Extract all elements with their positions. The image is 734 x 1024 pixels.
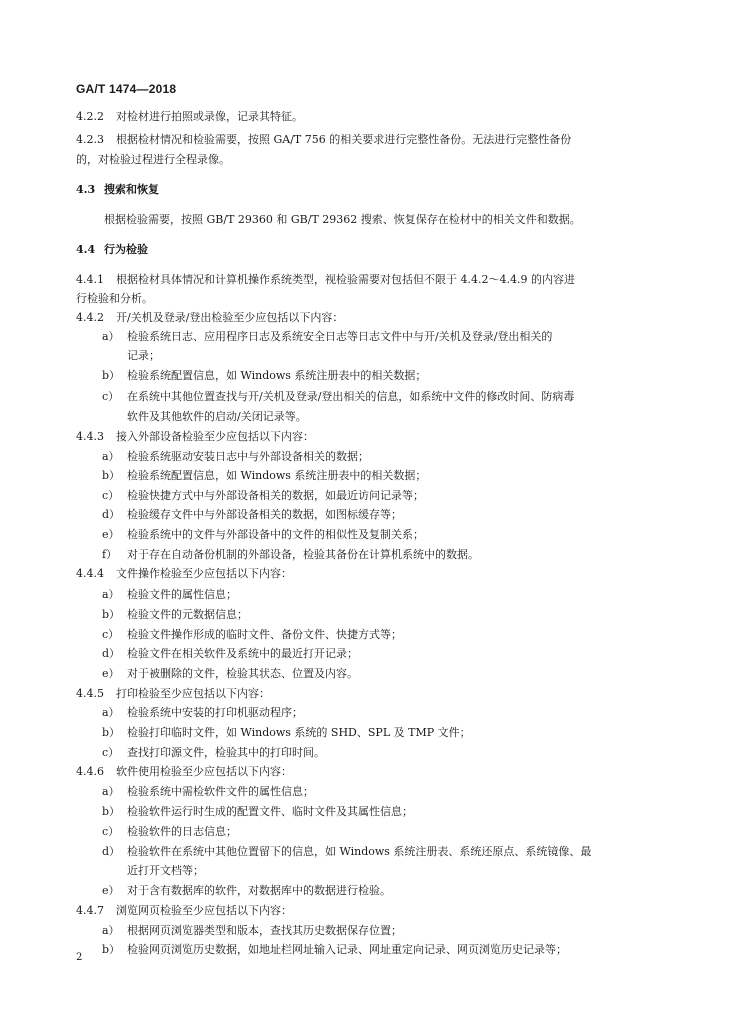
list-label: d） — [102, 845, 121, 858]
list-label: c） — [102, 746, 120, 759]
list-item — [102, 943, 567, 957]
clause-number: 4.4.3 — [76, 430, 104, 443]
list-item — [102, 508, 402, 522]
list-label: a） — [102, 588, 120, 601]
list-item — [102, 647, 358, 661]
list-text: 检验文件操作形成的临时文件、备份文件、快捷方式等； — [127, 628, 402, 641]
list-text: 检验软件的日志信息； — [127, 825, 237, 838]
list-text: 检验软件在系统中其他位置留下的信息，如 Windows 系统注册表、系统还原点、系统镜像、最 — [127, 845, 592, 858]
list-item — [102, 390, 574, 404]
list-label: c） — [102, 628, 120, 641]
clause-number: 4.4.2 — [76, 311, 104, 324]
list-item — [102, 785, 314, 799]
list-text: 检验系统中需检软件文件的属性信息； — [127, 785, 314, 798]
list-label: b） — [102, 608, 121, 621]
clause-text: 对检材进行拍照或录像，记录其特征。 — [116, 110, 303, 123]
list-item — [102, 628, 402, 642]
section-number: 4.3 — [76, 183, 96, 196]
section-title: 搜索和恢复 — [104, 183, 159, 196]
list-text: 检验文件的属性信息； — [127, 588, 237, 601]
list-label: c） — [102, 825, 120, 838]
clause-text: 接入外部设备检验至少应包括以下内容： — [116, 430, 314, 443]
section-heading — [76, 243, 148, 257]
list-text: 检验文件在相关软件及系统中的最近打开记录； — [127, 647, 358, 660]
clause-text: 文件操作检验至少应包括以下内容： — [116, 567, 292, 580]
list-text: 查找打印源文件，检验其中的打印时间。 — [127, 746, 325, 759]
list-item — [102, 528, 424, 542]
list-item — [102, 548, 479, 562]
clause-text: 开/关机及登录/登出检验至少应包括以下内容： — [116, 311, 344, 324]
list-label: d） — [102, 647, 121, 660]
list-item — [102, 608, 248, 622]
clause-number: 4.2.3 — [76, 133, 104, 146]
list-text: 检验缓存文件中与外部设备相关的数据，如图标缓存等； — [127, 508, 402, 521]
list-item — [102, 330, 552, 344]
list-continuation: 记录； — [127, 349, 160, 362]
list-item — [102, 369, 426, 383]
list-label: a） — [102, 924, 120, 937]
clause-line — [76, 567, 292, 581]
list-text: 根据网页浏览器类型和版本，查找其历史数据保存位置； — [127, 924, 402, 937]
clause-line — [76, 133, 571, 147]
list-label: e） — [102, 667, 120, 680]
list-item — [102, 450, 369, 464]
list-label: f） — [102, 548, 118, 561]
section-heading — [76, 183, 159, 197]
list-label: b） — [102, 805, 121, 818]
list-label: a） — [102, 450, 120, 463]
list-text: 检验系统配置信息，如 Windows 系统注册表中的相关数据； — [127, 369, 427, 382]
clause-line — [76, 687, 270, 701]
list-label: b） — [102, 369, 121, 382]
clause-number: 4.4.6 — [76, 765, 104, 778]
clause-number: 4.2.2 — [76, 110, 104, 123]
list-label: a） — [102, 706, 120, 719]
list-item — [102, 706, 303, 720]
clause-line — [76, 904, 292, 918]
clause-number: 4.4.1 — [76, 273, 104, 286]
clause-number: 4.4.7 — [76, 904, 104, 917]
clause-text: 软件使用检验至少应包括以下内容： — [116, 765, 292, 778]
list-item — [102, 489, 424, 503]
list-text: 检验网页浏览历史数据，如地址栏网址输入记录、网址重定向记录、网页浏览历史记录等； — [127, 943, 567, 956]
list-text: 在系统中其他位置查找与开/关机及登录/登出相关的信息，如系统中文件的修改时间、防病毒 — [127, 390, 575, 403]
list-label: c） — [102, 489, 120, 502]
clause-text: 浏览网页检验至少应包括以下内容： — [116, 904, 292, 917]
list-label: c） — [102, 390, 120, 403]
list-text: 检验系统驱动安装日志中与外部设备相关的数据； — [127, 450, 369, 463]
list-item — [102, 884, 391, 898]
list-continuation: 近打开文档等； — [127, 864, 204, 877]
clause-text: 打印检验至少应包括以下内容： — [116, 687, 270, 700]
clause-number: 4.4.4 — [76, 567, 104, 580]
list-item — [102, 805, 413, 819]
list-text: 检验软件运行时生成的配置文件、临时文件及其属性信息； — [127, 805, 413, 818]
clause-line — [76, 110, 303, 124]
section-number: 4.4 — [76, 243, 96, 256]
list-text: 检验系统中的文件与外部设备中的文件的相似性及复制关系； — [127, 528, 424, 541]
list-text: 对于含有数据库的软件，对数据库中的数据进行检验。 — [127, 884, 391, 897]
clause-line — [76, 765, 292, 779]
clause-line — [76, 273, 575, 287]
section-title: 行为检验 — [104, 243, 148, 256]
list-text: 检验文件的元数据信息； — [127, 608, 248, 621]
list-label: a） — [102, 330, 120, 343]
list-item — [102, 667, 358, 681]
list-label: a） — [102, 785, 120, 798]
paragraph: 根据检验需要，按照 GB/T 29360 和 GB/T 29362 搜索、恢复保存在检材中的相关文件和数据。 — [104, 213, 581, 226]
list-text: 检验系统日志、应用程序日志及系统安全日志等日志文件中与开/关机及登录/登出相关的 — [127, 330, 553, 343]
paragraph-continuation: 的，对检验过程进行全程录像。 — [76, 153, 230, 166]
list-label: e） — [102, 884, 120, 897]
list-item — [102, 469, 426, 483]
list-item — [102, 924, 402, 938]
list-item — [102, 845, 591, 859]
list-text: 对于被删除的文件，检验其状态、位置及内容。 — [127, 667, 358, 680]
list-label: b） — [102, 469, 121, 482]
list-text: 检验打印临时文件，如 Windows 系统的 SHD、SPL 及 TMP 文件； — [127, 726, 471, 739]
page-number: 2 — [76, 952, 83, 963]
list-continuation: 软件及其他软件的启动/关闭记录等。 — [127, 410, 307, 423]
list-item — [102, 726, 471, 740]
standard-header: GA/T 1474—2018 — [76, 82, 177, 96]
list-label: d） — [102, 508, 121, 521]
list-item — [102, 825, 237, 839]
clause-number: 4.4.5 — [76, 687, 104, 700]
clause-text: 根据检材具体情况和计算机操作系统类型，视检验需要对包括但不限于 4.4.2～4.4.9 的内容进 — [116, 273, 575, 286]
clause-line — [76, 311, 343, 325]
clause-text: 根据检材情况和检验需要，按照 GA/T 756 的相关要求进行完整性备份。无法进行完整性备份 — [116, 133, 572, 146]
list-text: 对于存在自动备份机制的外部设备，检验其备份在计算机系统中的数据。 — [127, 548, 479, 561]
list-item — [102, 746, 325, 760]
list-label: b） — [102, 726, 121, 739]
list-text: 检验快捷方式中与外部设备相关的数据，如最近访问记录等； — [127, 489, 424, 502]
list-label: e） — [102, 528, 120, 541]
clause-line — [76, 430, 314, 444]
list-text: 检验系统配置信息，如 Windows 系统注册表中的相关数据； — [127, 469, 427, 482]
paragraph-continuation: 行检验和分析。 — [76, 292, 153, 305]
list-item — [102, 588, 237, 602]
list-label: b） — [102, 943, 121, 956]
list-text: 检验系统中安装的打印机驱动程序； — [127, 706, 303, 719]
